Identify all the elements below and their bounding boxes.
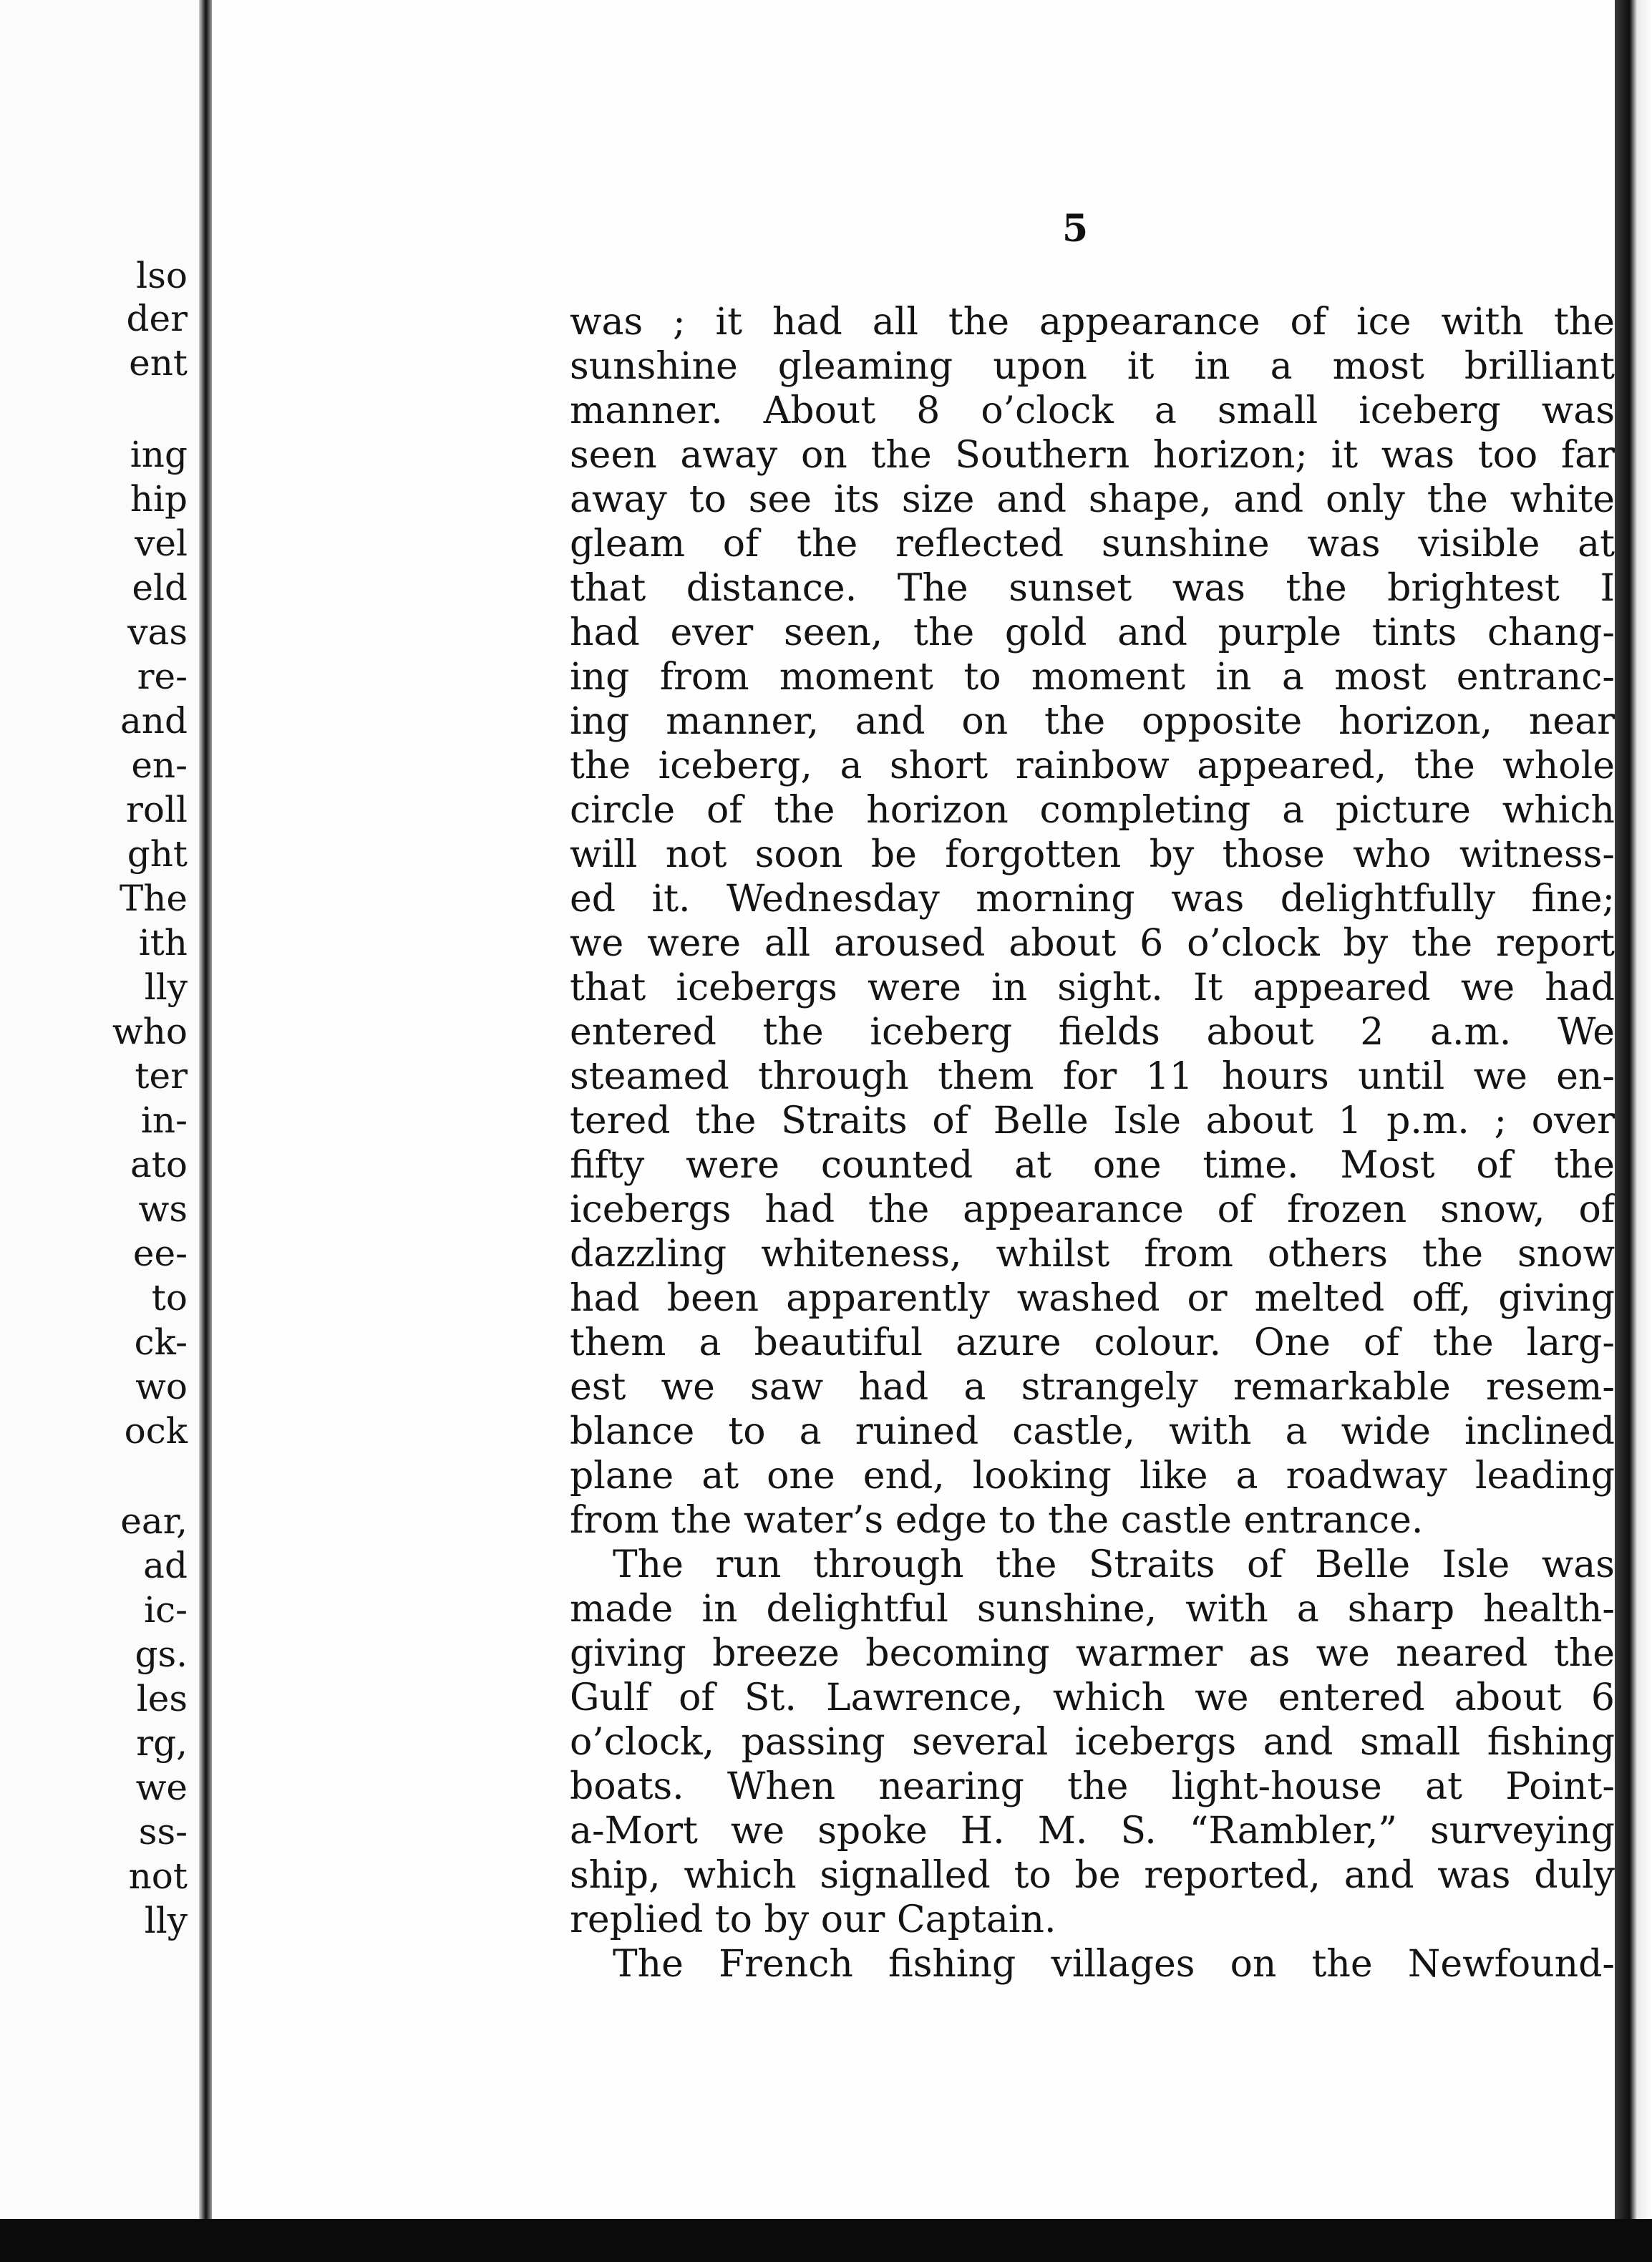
body-line: seen away on the Southern horizon; it was too far xyxy=(570,434,1615,477)
body-line: a-Mort we spoke H. M. S. “Rambler,” surveying xyxy=(570,1810,1615,1853)
left-page-fragment: vas xyxy=(127,611,188,653)
body-line: had been apparently washed or melted off, giving xyxy=(570,1277,1615,1320)
book-gutter xyxy=(199,0,212,2219)
left-page-fragment: ws xyxy=(138,1188,188,1230)
left-page-fragment: ent xyxy=(129,342,188,384)
previous-page-edge xyxy=(0,0,199,2219)
body-line: that icebergs were in sight. It appeared we had xyxy=(570,966,1615,1009)
body-line: them a beautiful azure colour. One of the larg- xyxy=(570,1321,1615,1364)
body-line: dazzling whiteness, whilst from others the snow xyxy=(570,1233,1615,1276)
left-page-fragment: and xyxy=(120,700,188,742)
left-page-fragment: ee- xyxy=(132,1233,188,1274)
body-line: boats. When nearing the light-house at Point- xyxy=(570,1765,1615,1808)
body-line: entered the iceberg fields about 2 a.m. We xyxy=(570,1011,1615,1054)
body-line: steamed through them for 11 hours until we en- xyxy=(570,1055,1615,1098)
body-line: sunshine gleaming upon it in a most brilliant xyxy=(570,345,1615,388)
body-line: ing from moment to moment in a most entranc- xyxy=(570,656,1615,699)
left-page-fragment: lly xyxy=(144,1900,188,1941)
left-page-fragment: to xyxy=(151,1277,188,1319)
left-page-fragment: ter xyxy=(135,1055,188,1097)
body-line: from the water’s edge to the castle entrance. xyxy=(570,1499,1424,1542)
left-page-fragment: ock xyxy=(124,1410,188,1452)
scan-border xyxy=(0,2219,1652,2262)
left-page-fragment: ck- xyxy=(134,1321,188,1363)
body-line: was ; it had all the appearance of ice with the xyxy=(570,301,1615,344)
left-page-fragment: roll xyxy=(126,789,188,830)
body-line: The run through the Straits of Belle Isle was xyxy=(613,1543,1615,1586)
body-line: The French fishing villages on the Newfound- xyxy=(613,1943,1615,1986)
body-line: fifty were counted at one time. Most of the xyxy=(570,1144,1615,1187)
left-page-fragment: ss- xyxy=(138,1811,188,1853)
body-line: replied to by our Captain. xyxy=(570,1898,1056,1941)
left-page-fragment: ith xyxy=(138,922,188,963)
left-page-fragment: re- xyxy=(137,656,188,697)
left-page-fragment: lly xyxy=(144,966,188,1008)
body-line: o’clock, passing several icebergs and small fishing xyxy=(570,1721,1615,1764)
left-page-fragment: hip xyxy=(130,478,188,520)
body-line: blance to a ruined castle, with a wide inclined xyxy=(570,1410,1615,1453)
body-line: will not soon be forgotten by those who witness- xyxy=(570,833,1615,876)
body-line: the iceberg, a short rainbow appeared, the whole xyxy=(570,744,1615,787)
left-page-fragment: not xyxy=(128,1855,188,1897)
body-line: that distance. The sunset was the brightest I xyxy=(570,567,1615,610)
left-page-fragment: rg, xyxy=(136,1722,188,1764)
left-page-fragment: ear, xyxy=(120,1500,188,1542)
left-page-fragment: ato xyxy=(130,1144,188,1185)
left-page-fragment: who xyxy=(112,1011,188,1052)
body-line: circle of the horizon completing a picture which xyxy=(570,789,1615,832)
body-line: icebergs had the appearance of frozen snow, of xyxy=(570,1188,1615,1231)
page-number: 5 xyxy=(1062,207,1089,251)
left-page-fragment: gs. xyxy=(135,1634,188,1675)
body-line: est we saw had a strangely remarkable resem- xyxy=(570,1366,1615,1409)
body-line: Gulf of St. Lawrence, which we entered about 6 xyxy=(570,1676,1615,1719)
body-line: we were all aroused about 6 o’clock by the report xyxy=(570,922,1615,965)
left-page-fragment: we xyxy=(135,1767,188,1808)
left-page-fragment: en- xyxy=(131,744,188,786)
left-page-fragment: in- xyxy=(140,1100,188,1141)
book-page xyxy=(212,0,1615,2219)
body-line: manner. About 8 o’clock a small iceberg was xyxy=(570,389,1615,432)
body-line: plane at one end, looking like a roadway leading xyxy=(570,1455,1615,1498)
left-page-fragment: The xyxy=(119,878,188,919)
left-page-fragment: ad xyxy=(143,1545,188,1586)
body-line: ing manner, and on the opposite horizon, near xyxy=(570,700,1615,743)
page-right-edge xyxy=(1615,0,1652,2219)
body-line: ship, which signalled to be reported, and was duly xyxy=(570,1854,1615,1897)
left-page-fragment: ing xyxy=(130,434,188,475)
body-line: giving breeze becoming warmer as we neared the xyxy=(570,1632,1615,1675)
body-line: gleam of the reflected sunshine was visible at xyxy=(570,523,1615,566)
left-page-fragment: wo xyxy=(135,1366,188,1407)
body-line: made in delightful sunshine, with a sharp health- xyxy=(570,1588,1615,1631)
left-page-fragment: vel xyxy=(135,523,188,564)
left-page-fragment: lso xyxy=(136,255,188,296)
body-line: ed it. Wednesday morning was delightfully fine; xyxy=(570,878,1615,921)
body-line: away to see its size and shape, and only the white xyxy=(570,478,1615,521)
left-page-fragment: ic- xyxy=(144,1589,188,1631)
left-page-fragment: eld xyxy=(132,567,188,608)
left-page-fragment: der xyxy=(126,298,188,339)
body-line: had ever seen, the gold and purple tints chang- xyxy=(570,611,1615,654)
left-page-fragment: les xyxy=(136,1678,188,1719)
left-page-fragment: ght xyxy=(127,833,188,875)
body-line: tered the Straits of Belle Isle about 1 p.m. ; over xyxy=(570,1100,1615,1142)
